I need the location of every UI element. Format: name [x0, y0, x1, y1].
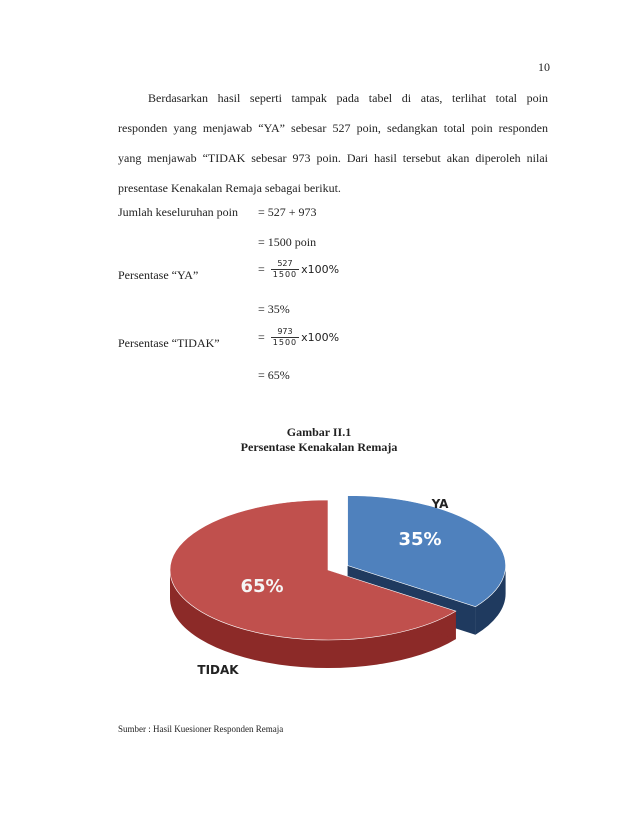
fraction-numerator: 527 [277, 259, 293, 268]
multiplier: x100% [301, 263, 340, 276]
data-label-tidak: 65% [240, 576, 284, 597]
ya-fraction [271, 259, 299, 280]
fraction-numerator: 973 [277, 327, 293, 336]
paragraph-line: responden yang menjawab “YA” sebesar 527 poin, sedangkan total poin responden [118, 121, 548, 135]
pie-slices [170, 496, 506, 668]
paragraph-line: Berdasarkan hasil seperti tampak pada tabel di atas, terlihat total poin [148, 91, 548, 105]
ya-label: Persentase “YA” [118, 268, 199, 282]
figure-source: Sumber : Hasil Kuesioner Responden Remaja [118, 724, 284, 734]
category-label-ya: YA [431, 497, 449, 511]
tidak-label: Persentase “TIDAK” [118, 336, 220, 350]
equals-sign: = [258, 330, 265, 344]
fraction-denominator: 1500 [272, 338, 298, 347]
fraction-denominator: 1500 [272, 270, 298, 279]
ya-result: = 35% [258, 302, 290, 316]
paragraph-line: presentase Kenakalan Remaja sebagai berikut. [118, 181, 341, 195]
figure-caption-title: Persentase Kenakalan Remaja [240, 440, 398, 454]
equals-sign: = [258, 262, 265, 276]
total-result: = 1500 poin [258, 235, 317, 249]
paragraph-line: yang menjawab “TIDAK sebesar 973 poin. Dari hasil tersebut akan diperoleh nilai [118, 151, 548, 165]
data-label-ya: 35% [398, 529, 442, 550]
tidak-formula [258, 327, 339, 348]
tidak-fraction [271, 327, 299, 348]
body-paragraph [118, 91, 548, 195]
total-expression: = 527 + 973 [258, 205, 317, 219]
page-number: 10 [538, 60, 550, 74]
ya-formula [258, 259, 339, 280]
multiplier: x100% [301, 331, 340, 344]
pie-chart [0, 470, 638, 690]
total-label: Jumlah keseluruhan poin [118, 205, 238, 219]
category-label-tidak: TIDAK [197, 663, 239, 677]
figure-caption-number: Gambar II.1 [286, 425, 352, 439]
tidak-result: = 65% [258, 368, 290, 382]
